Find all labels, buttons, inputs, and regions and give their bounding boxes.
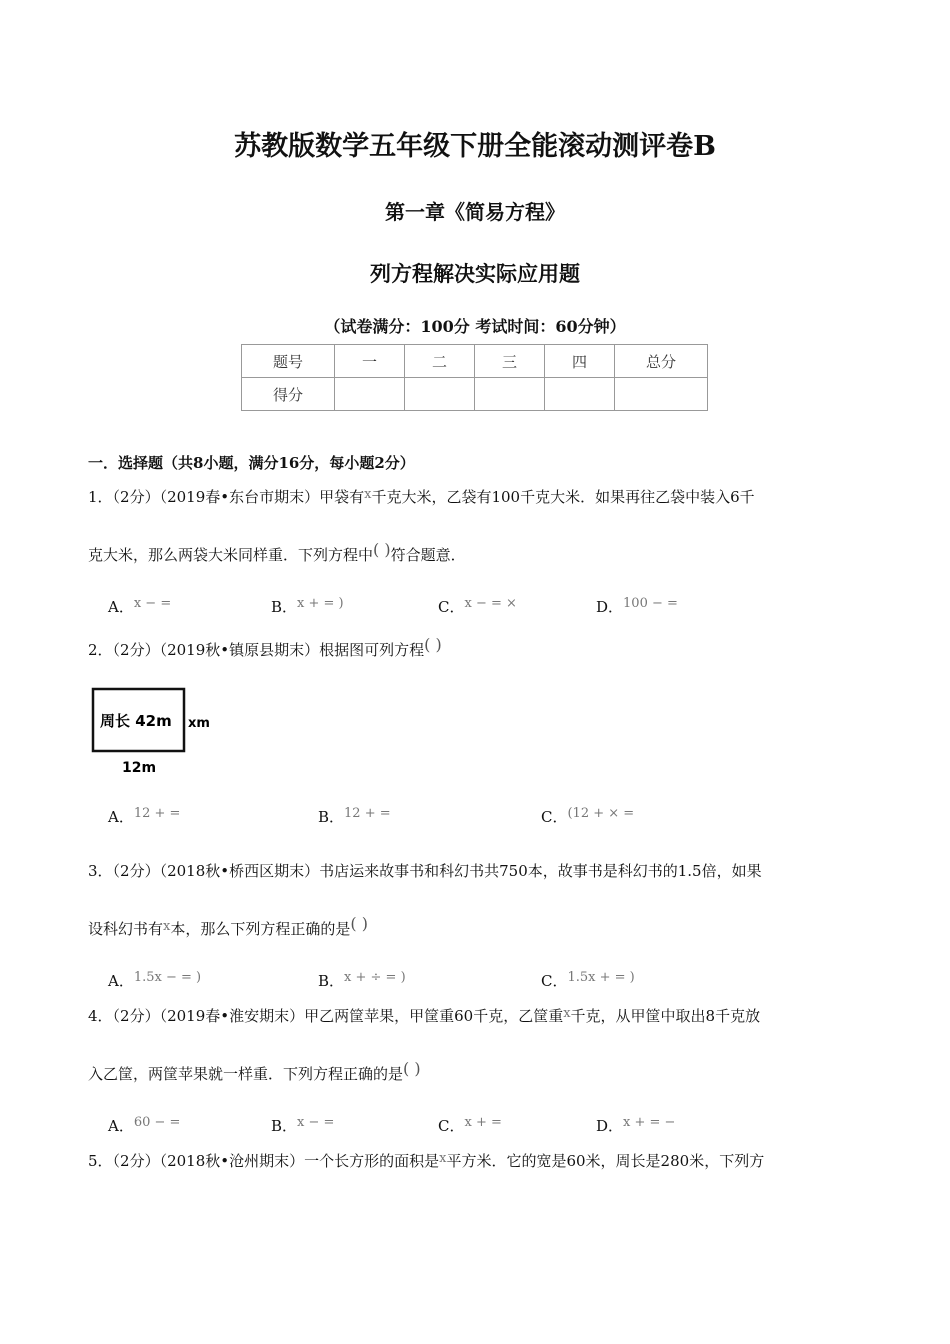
section-heading: 一．选择题（共8小题，满分16分，每小题2分） — [88, 454, 415, 472]
figure-side-label: xm — [188, 716, 210, 731]
figure-perimeter-label: 周长 42m — [100, 712, 172, 730]
chapter-title: 第一章《简易方程》 — [385, 200, 565, 224]
option-a[interactable]: A．12 + = — [108, 806, 181, 826]
score-table-header-row — [242, 345, 708, 378]
question-5-line-1: 5．（2分）（2018秋•沧州期末）一个长方形的面积是x平方米．它的宽是60米，周长是280米，下列方 — [88, 1151, 765, 1170]
score-table — [241, 344, 708, 411]
rectangle-figure — [88, 686, 218, 786]
score-input-cell[interactable] — [545, 378, 615, 411]
answer-blank[interactable]: ( ) — [403, 1059, 421, 1078]
answer-blank[interactable]: ( ) — [373, 540, 391, 559]
question-3-line-2: 设科幻书有x本，那么下列方程正确的是( ) — [88, 914, 368, 938]
score-cell: 一 — [335, 345, 405, 378]
page-title: 苏教版数学五年级下册全能滚动测评卷B — [234, 131, 716, 162]
question-4-line-2: 入乙筐，两筐苹果就一样重．下列方程正确的是( ) — [88, 1059, 421, 1083]
option-a[interactable]: A．1.5x − = ) — [108, 970, 202, 990]
option-c[interactable]: C．(12 + × = — [541, 806, 635, 826]
topic-title: 列方程解决实际应用题 — [370, 261, 580, 286]
score-cell: 得分 — [242, 378, 335, 411]
option-d[interactable]: D．100 − = — [596, 596, 678, 616]
option-a[interactable]: A．x − = — [108, 596, 172, 616]
option-c[interactable]: C．x − = × — [438, 596, 517, 616]
score-input-cell[interactable] — [475, 378, 545, 411]
score-cell: 总分 — [615, 345, 708, 378]
exam-info: （试卷满分：100分 考试时间：60分钟） — [324, 317, 626, 336]
question-1-line-1: 1．（2分）（2019春•东台市期末）甲袋有x千克大米，乙袋有100千克大米．如果再往乙袋中装入6千 — [88, 487, 755, 506]
score-input-cell[interactable] — [615, 378, 708, 411]
option-b[interactable]: B．12 + = — [318, 806, 391, 826]
score-cell: 三 — [475, 345, 545, 378]
option-a[interactable]: A．60 − = — [108, 1115, 181, 1135]
score-input-cell[interactable] — [335, 378, 405, 411]
question-3-line-1: 3．（2分）（2018秋•桥西区期末）书店运来故事书和科幻书共750本，故事书是科幻书的1.5倍，如果 — [88, 862, 762, 880]
answer-blank[interactable]: ( ) — [424, 635, 442, 654]
score-cell: 四 — [545, 345, 615, 378]
question-1-line-2: 克大米，那么两袋大米同样重．下列方程中( )符合题意． — [88, 540, 466, 564]
option-c[interactable]: C．1.5x + = ) — [541, 970, 635, 990]
answer-blank[interactable]: ( ) — [350, 914, 368, 933]
score-cell: 二 — [405, 345, 475, 378]
option-b[interactable]: B．x + ÷ = ) — [318, 970, 406, 990]
score-input-cell[interactable] — [405, 378, 475, 411]
figure-bottom-label: 12m — [122, 760, 157, 776]
option-b[interactable]: B．x − = — [271, 1115, 335, 1135]
question-4-line-1: 4．（2分）（2019春•淮安期末）甲乙两筐苹果，甲筐重60千克，乙筐重x千克，从甲筐中取出8千克放 — [88, 1006, 761, 1025]
option-b[interactable]: B．x + = ) — [271, 596, 344, 616]
score-table-score-row — [242, 378, 708, 411]
question-2-line-1: 2．（2分）（2019秋•镇原县期末）根据图可列方程( ) — [88, 635, 442, 659]
option-d[interactable]: D．x + = − — [596, 1115, 676, 1135]
score-cell: 题号 — [242, 345, 335, 378]
option-c[interactable]: C．x + = — [438, 1115, 502, 1135]
